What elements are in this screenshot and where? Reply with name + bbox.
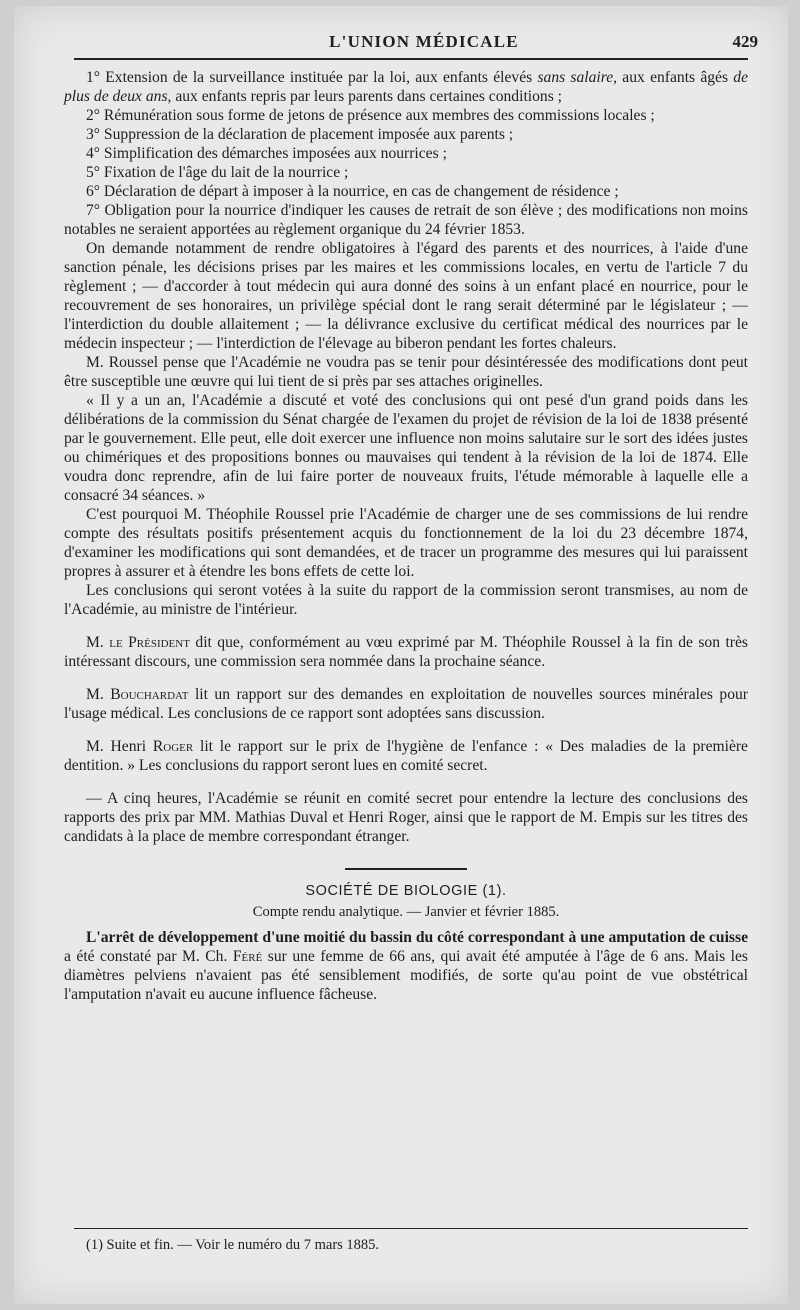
roger-text: lit le rapport sur le prix de l'hygiène de l'enfance : « Des maladies de la première dentition. » Les conclusions du rapport seront lues en comité secret. [64, 738, 748, 774]
paragraph-quote: « Il y a un an, l'Académie a discuté et voté des conclusions qui ont pesé d'un grand poids dans les délibérations de la commission du Sénat chargée de l'examen du projet de révision de la loi de 1838 présenté par le gouvernement. Elle peut, elle doit exercer une influence non moins salutaire sur le sort des idées justes ou chimériques et des propositions bonnes ou mauvaises qui tendent à la révision de la loi de 1874. Elle voudra donc reprendre, afin de lui faire porter de nouveaux fruits, l'étude mémorable à laquelle elle a consacré 34 séances. » [64, 392, 748, 504]
section-divider [345, 868, 467, 870]
bouchardat-name: Bouchardat [110, 686, 189, 703]
list-item-1-end: , aux enfants repris par leurs parents dans certaines conditions ; [167, 88, 562, 105]
list-item-5: 5° Fixation de l'âge du lait de la nourrice ; [86, 164, 349, 181]
list-item-2: 2° Rémunération sous forme de jetons de présence aux membres des commissions locales ; [86, 107, 655, 124]
bouchardat-text: lit un rapport sur des demandes en exploitation de nouvelles sources minérales pour l'usage médical. Les conclusions de ce rapport sont adoptées sans discussion. [64, 686, 748, 722]
header-rule [74, 58, 748, 60]
paragraph-demands: On demande notamment de rendre obligatoires à l'égard des parents et des nourrices, à l'aide d'une sanction pénale, les décisions prises par les maires et les commissions locales, en vertu de l'article 7 du règlement ; — d'accorder à tout médecin qui aura donné des soins à un enfant placé en nourrice, pour le recouvrement de ses honoraires, un privilège spécial dont le rang serait déterminé par le législateur ; — l'interdiction du double allaitement ; — la délivrance exclusive du certificat médical des nourrices par le médecin inspecteur ; — l'interdiction de l'élevage au biberon pendant les fortes chaleurs. [64, 240, 748, 352]
article-body [64, 68, 748, 1004]
fere-name: Féré [232, 948, 263, 965]
fere-text-pre: a été constaté par M. Ch. [64, 948, 233, 965]
list-item-1-mid: , aux enfants âgés [613, 69, 734, 86]
running-title: L'UNION MÉDICALE [329, 32, 519, 51]
paragraph-commission: C'est pourquoi M. Théophile Roussel prie l'Académie de charger une de ses commissions de lui rendre compte des résultats positifs présentement acquis du fonctionnement de la loi du 23 décembre 1874, d'examiner les modifications qui sont demandées, et de tracer un programme des mesures qui lui paraissent propres à assurer et à étendre les bons effets de cette loi. [64, 506, 748, 580]
paragraph-fere [64, 928, 748, 1004]
paragraph-president [64, 633, 748, 671]
fere-text-post: sur une femme de 66 ans, qui avait été amputée à l'âge de 6 ans. Mais les diamètres pelviens n'avaient pas été sensiblement modifiés, de sorte qu'au point de vue obstétrical l'amputation n'avait eu aucune influence fâcheuse. [64, 948, 748, 1003]
paragraph-comite-secret: — A cinq heures, l'Académie se réunit en comité secret pour entendre la lecture des conclusions des rapports des prix par MM. Mathias Duval et Henri Roger, ainsi que le rapport de M. Empis sur les titres des candidats à la place de membre correspondant étranger. [64, 790, 748, 845]
paragraph-bouchardat [64, 685, 748, 723]
president-prefix: M. [86, 634, 110, 651]
list-item-1-italic-2: de plus de deux ans [64, 69, 748, 105]
list-item-3: 3° Suppression de la déclaration de placement imposée aux parents ; [86, 126, 514, 143]
bouchardat-prefix: M. [86, 686, 111, 703]
list-item-4: 4° Simplification des démarches imposées aux nourrices ; [86, 145, 447, 162]
list-item-1-italic-1: sans salaire [537, 69, 614, 86]
list-item-7: 7° Obligation pour la nourrice d'indiquer les causes de retrait de son élève ; des modifications non moins notables ne seraient apportées au règlement organique du 24 février 1853. [64, 202, 748, 238]
roger-prefix: M. Henri [86, 738, 153, 755]
section-subtitle: Compte rendu analytique. — Janvier et février 1885. [252, 904, 560, 920]
list-item-1 [64, 68, 748, 106]
page-number: 429 [732, 32, 758, 51]
roger-name: Roger [152, 738, 194, 755]
footnote: (1) Suite et fin. — Voir le numéro du 7 mars 1885. [86, 1237, 380, 1253]
paragraph-roger [64, 737, 748, 775]
page-header [84, 28, 764, 58]
list-item-6: 6° Déclaration de départ à imposer à la nourrice, en cas de changement de résidence ; [86, 183, 619, 200]
paragraph-roussel: M. Roussel pense que l'Académie ne voudra pas se tenir pour désintéressée des modifications dont peut être susceptible une œuvre qui lui tient de si près par ses attaches originelles. [64, 354, 748, 390]
paragraph-conclusions: Les conclusions qui seront votées à la suite du rapport de la commission seront transmises, au nom de l'Académie, au ministre de l'intérieur. [64, 582, 748, 618]
fere-lead-title: L'arrêt de développement d'une moitié du bassin du côté correspondant à une amputation de cuisse [86, 929, 748, 946]
president-text: dit que, conformément au vœu exprimé par M. Théophile Roussel à la fin de son très intéressant discours, une commission sera nommée dans la prochaine séance. [64, 634, 748, 670]
footnote-rule [74, 1228, 748, 1229]
list-item-1-text: 1° Extension de la surveillance instituée par la loi, aux enfants élevés [86, 69, 538, 86]
president-name: le Président [109, 634, 190, 651]
section-title: SOCIÉTÉ DE BIOLOGIE (1). [305, 883, 507, 899]
